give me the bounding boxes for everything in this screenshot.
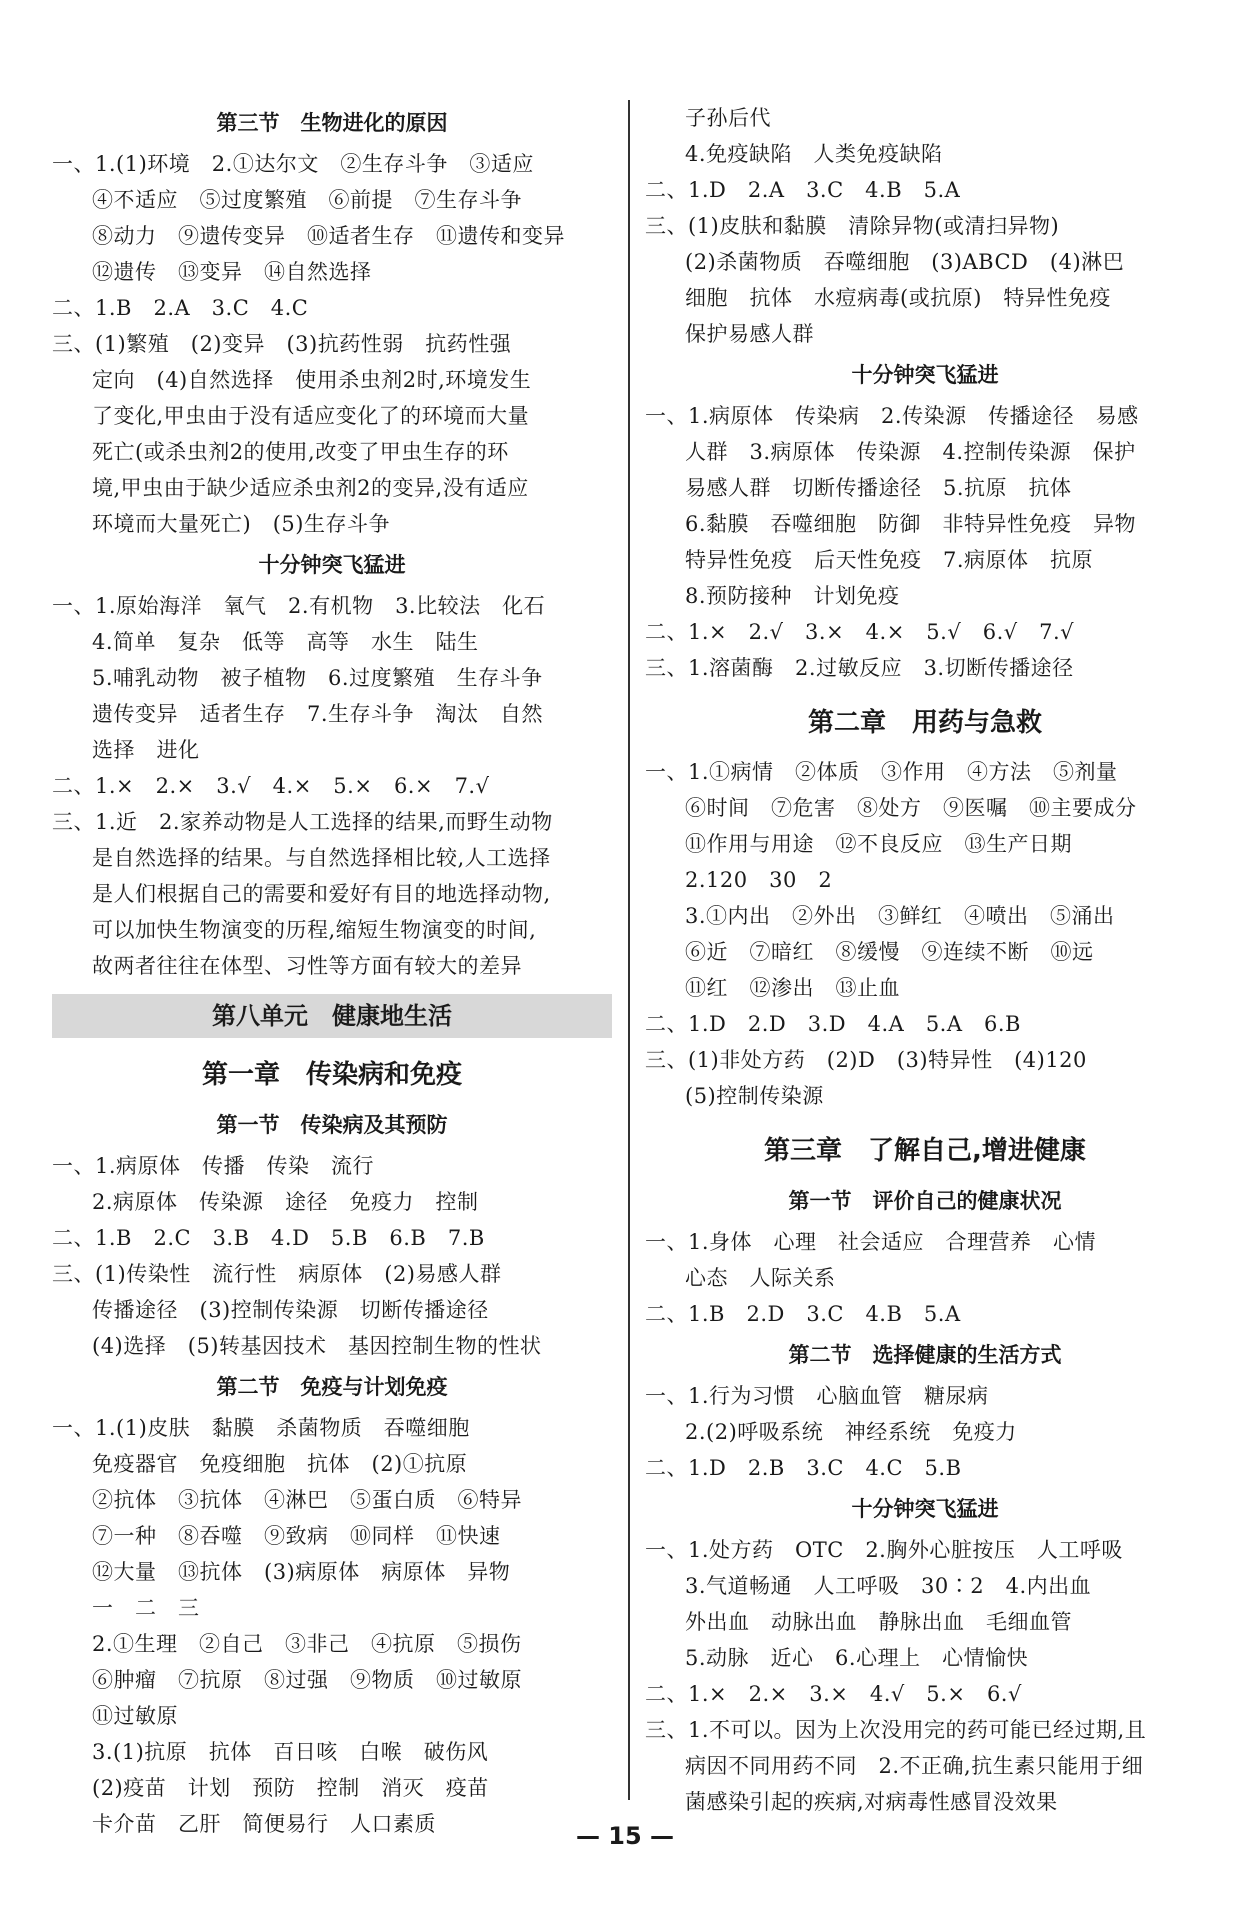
answer-line: 一、1.(1)环境 2.①达尔文 ②生存斗争 ③适应: [52, 152, 534, 176]
answer-line: 子孙后代: [685, 106, 771, 130]
answer-line: 4.简单 复杂 低等 高等 水生 陆生: [92, 630, 479, 654]
answer-line: 一、1.行为习惯 心脑血管 糖尿病: [645, 1384, 989, 1408]
answer-line: 3.(1)抗原 抗体 百日咳 白喉 破伤风: [92, 1740, 489, 1764]
answer-line: 2.①生理 ②自己 ③非己 ④抗原 ⑤损伤: [92, 1632, 522, 1656]
answer-line: 二、1.× 2.× 3.√ 4.× 5.× 6.× 7.√: [52, 774, 490, 798]
answer-line: 一、1.身体 心理 社会适应 合理营养 心情: [645, 1230, 1097, 1254]
answer-line: ⑥近 ⑦暗红 ⑧缓慢 ⑨连续不断 ⑩远: [685, 940, 1094, 964]
answer-line: 特异性免疫 后天性免疫 7.病原体 抗原: [685, 548, 1094, 572]
answer-line: ⑫遗传 ⑬变异 ⑭自然选择: [92, 260, 372, 284]
answer-line: 一、1.处方药 OTC 2.胸外心脏按压 人工呼吸: [645, 1538, 1123, 1562]
answer-line: 二、1.D 2.A 3.C 4.B 5.A: [645, 178, 961, 202]
answer-line: 5.哺乳动物 被子植物 6.过度繁殖 生存斗争: [92, 666, 543, 690]
answer-line: 是人们根据自己的需要和爱好有目的地选择动物,: [92, 882, 551, 906]
unit-heading: 第八单元 健康地生活: [52, 994, 612, 1038]
answer-line: ②抗体 ③抗体 ④淋巴 ⑤蛋白质 ⑥特异: [92, 1488, 522, 1512]
answer-line: ⑫大量 ⑬抗体 (3)病原体 病原体 异物: [92, 1560, 511, 1584]
answer-line: 3.①内出 ②外出 ③鲜红 ④喷出 ⑤涌出: [685, 904, 1115, 928]
chapter-heading: 第三章 了解自己,增进健康: [764, 1136, 1086, 1166]
answer-line: 4.免疫缺陷 人类免疫缺陷: [685, 142, 943, 166]
answer-line: 三、1.不可以。因为上次没用完的药可能已经过期,且: [645, 1718, 1147, 1742]
answer-line: 2.病原体 传染源 途径 免疫力 控制: [92, 1190, 479, 1214]
answer-line: 二、1.D 2.B 3.C 4.C 5.B: [645, 1456, 962, 1480]
answer-line: ⑥肿瘤 ⑦抗原 ⑧过强 ⑨物质 ⑩过敏原: [92, 1668, 522, 1692]
answer-line: ⑥时间 ⑦危害 ⑧处方 ⑨医嘱 ⑩主要成分: [685, 796, 1137, 820]
section-heading: 第一节 评价自己的健康状况: [788, 1189, 1062, 1213]
answer-line: 易感人群 切断传播途径 5.抗原 抗体: [685, 476, 1072, 500]
answer-line: 5.动脉 近心 6.心理上 心情愉快: [685, 1646, 1029, 1670]
answer-line: 二、1.D 2.D 3.D 4.A 5.A 6.B: [645, 1012, 1021, 1036]
answer-line: 外出血 动脉出血 静脉出血 毛细血管: [685, 1610, 1072, 1634]
section-heading: 十分钟突飞猛进: [851, 363, 999, 387]
answer-line: 选择 进化: [92, 738, 200, 762]
answer-line: 三、(1)皮肤和黏膜 清除异物(或清扫异物): [645, 214, 1060, 238]
answer-line: 一、1.病原体 传播 传染 流行: [52, 1154, 375, 1178]
answer-line: 二、1.B 2.A 3.C 4.C: [52, 296, 309, 320]
answer-line: 一 二 三: [92, 1596, 200, 1620]
left-column: [52, 100, 612, 1842]
answer-line: 人群 3.病原体 传染源 4.控制传染源 保护: [685, 440, 1136, 464]
section-heading: 十分钟突飞猛进: [258, 553, 406, 577]
answer-line: 一、1.(1)皮肤 黏膜 杀菌物质 吞噬细胞: [52, 1416, 470, 1440]
answer-line: 三、1.溶菌酶 2.过敏反应 3.切断传播途径: [645, 656, 1074, 680]
answer-line: 一、1.①病情 ②体质 ③作用 ④方法 ⑤剂量: [645, 760, 1118, 784]
answer-line: 卡介苗 乙肝 简便易行 人口素质: [92, 1812, 436, 1836]
answer-line: 3.气道畅通 人工呼吸 30∶2 4.内出血: [685, 1574, 1092, 1598]
answer-line: 二、1.B 2.C 3.B 4.D 5.B 6.B 7.B: [52, 1226, 485, 1250]
answer-line: 菌感染引起的疾病,对病毒性感冒没效果: [685, 1790, 1058, 1814]
answer-line: (2)杀菌物质 吞噬细胞 (3)ABCD (4)淋巴: [685, 250, 1125, 274]
answer-line: 2.(2)呼吸系统 神经系统 免疫力: [685, 1420, 1017, 1444]
answer-line: 环境而大量死亡) (5)生存斗争: [92, 512, 390, 536]
answer-line: 一、1.原始海洋 氧气 2.有机物 3.比较法 化石: [52, 594, 546, 618]
chapter-heading: 第二章 用药与急救: [807, 708, 1042, 738]
answer-line: 三、(1)传染性 流行性 病原体 (2)易感人群: [52, 1262, 502, 1286]
section-heading: 第二节 免疫与计划免疫: [216, 1375, 448, 1399]
answer-line: 心态 人际关系: [685, 1266, 836, 1290]
answer-line: 死亡(或杀虫剂2的使用,改变了甲虫生存的环: [92, 440, 509, 464]
answer-line: (5)控制传染源: [685, 1084, 824, 1108]
answer-line: 三、(1)非处方药 (2)D (3)特异性 (4)120: [645, 1048, 1087, 1072]
answer-line: ⑦一种 ⑧吞噬 ⑨致病 ⑩同样 ⑪快速: [92, 1524, 501, 1548]
answer-line: 细胞 抗体 水痘病毒(或抗原) 特异性免疫: [685, 286, 1111, 310]
right-column: [645, 100, 1205, 1820]
section-heading: 第二节 选择健康的生活方式: [788, 1343, 1062, 1367]
answer-line: 2.120 30 2: [685, 868, 833, 892]
chapter-heading: 第一章 传染病和免疫: [201, 1060, 462, 1090]
page-number: — 15 —: [575, 1822, 675, 1850]
answer-line: (2)疫苗 计划 预防 控制 消灭 疫苗: [92, 1776, 489, 1800]
section-heading: 第三节 生物进化的原因: [216, 111, 448, 135]
answer-line: 二、1.B 2.D 3.C 4.B 5.A: [645, 1302, 961, 1326]
answer-line: 可以加快生物演变的历程,缩短生物演变的时间,: [92, 918, 537, 942]
answer-line: (4)选择 (5)转基因技术 基因控制生物的性状: [92, 1334, 542, 1358]
answer-line: 保护易感人群: [685, 322, 814, 346]
answer-line: 6.黏膜 吞噬细胞 防御 非特异性免疫 异物: [685, 512, 1137, 536]
section-heading: 十分钟突飞猛进: [851, 1497, 999, 1521]
answer-line: ⑪作用与用途 ⑫不良反应 ⑬生产日期: [685, 832, 1072, 856]
answer-line: 了变化,甲虫由于没有适应变化了的环境而大量: [92, 404, 530, 428]
answer-line: 免疫器官 免疫细胞 抗体 (2)①抗原: [92, 1452, 468, 1476]
answer-line: 病因不同用药不同 2.不正确,抗生素只能用于细: [685, 1754, 1144, 1778]
answer-line: 二、1.× 2.√ 3.× 4.× 5.√ 6.√ 7.√: [645, 620, 1075, 644]
answer-line: 遗传变异 适者生存 7.生存斗争 淘汰 自然: [92, 702, 544, 726]
answer-line: 传播途径 (3)控制传染源 切断传播途径: [92, 1298, 489, 1322]
answer-line: ⑪红 ⑫渗出 ⑬止血: [685, 976, 900, 1000]
answer-line: 定向 (4)自然选择 使用杀虫剂2时,环境发生: [92, 368, 532, 392]
answer-line: 8.预防接种 计划免疫: [685, 584, 900, 608]
answer-line: 故两者往往在体型、习性等方面有较大的差异: [92, 954, 522, 978]
answer-line: 境,甲虫由于缺少适应杀虫剂2的变异,没有适应: [92, 476, 529, 500]
answer-line: 三、1.近 2.家养动物是人工选择的结果,而野生动物: [52, 810, 553, 834]
answer-line: ⑪过敏原: [92, 1704, 178, 1728]
column-divider: [628, 100, 630, 1800]
answer-line: 是自然选择的结果。与自然选择相比较,人工选择: [92, 846, 551, 870]
answer-line: ⑧动力 ⑨遗传变异 ⑩适者生存 ⑪遗传和变异: [92, 224, 565, 248]
answer-line: 二、1.× 2.× 3.× 4.√ 5.× 6.√: [645, 1682, 1022, 1706]
answer-line: 一、1.病原体 传染病 2.传染源 传播途径 易感: [645, 404, 1139, 428]
answer-line: 三、(1)繁殖 (2)变异 (3)抗药性弱 抗药性强: [52, 332, 512, 356]
answer-line: ④不适应 ⑤过度繁殖 ⑥前提 ⑦生存斗争: [92, 188, 522, 212]
section-heading: 第一节 传染病及其预防: [216, 1113, 448, 1137]
